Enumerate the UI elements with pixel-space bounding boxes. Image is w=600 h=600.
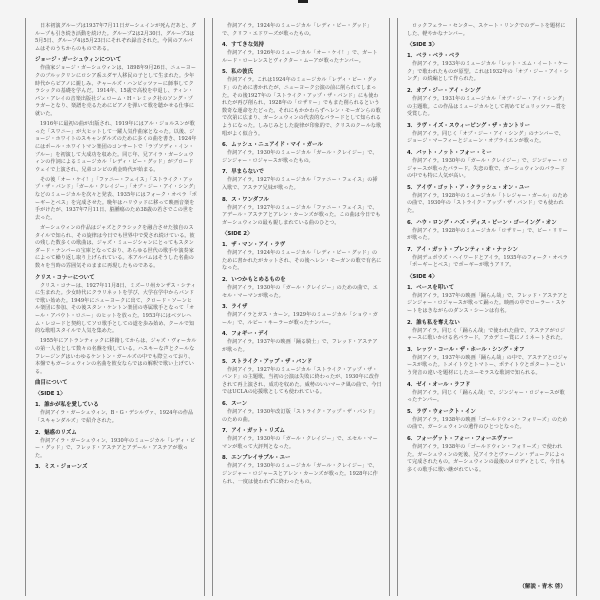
track-heading: 6．スーン xyxy=(222,401,248,407)
track-heading: 1．ザ・マン・アイ・ラヴ xyxy=(222,242,286,249)
body-paragraph: ガーシュウィンの作品はジャズとクラシックを融合させた独自のスタイルで知られ、その旋律は今日でも世界中で愛され続けている。彼の残した数多くの歌曲は、ジャズ・ミュージシャンにとってもスタンダード・ナンバーの宝庫となっており、あらゆる世代の歌手や演奏家によって繰り返し取り上げられている。本アルバムはそうした名曲の数々を当時の雰囲気そのままに再現したものである。 xyxy=(35,225,195,269)
track-heading: 7．早まらないで xyxy=(222,169,264,176)
track-heading: 1．誰かが私を愛している xyxy=(35,402,99,409)
body-paragraph: 作詞アイラ。1938年の「ゴールドウィン・フォリーズ」で使われた。ガーシュウィンの死後、兄アイラとヴァーノン・デュークによって完成されたもの。ガーシュウィンの最後のメロディとして、今日も多くの歌手に歌い継がれている。 xyxy=(407,444,566,473)
body-paragraph: 作詞アイラ。同じく「踊らん哉」で、ジンジャー・ロジャースが歌ったナンバー。 xyxy=(407,389,565,404)
side-label: 〈SIDE 3〉 xyxy=(407,42,438,49)
body-paragraph: 作詞アイラ。1926年のミュージカル「オー・ケイ！」で、ガートルード・ローレンスとヴィクター・ムーアが歌ったナンバー。 xyxy=(222,50,378,64)
body-paragraph: その後「オー・ケイ！」「ファニー・フェイス」「ストライク・アップ・ザ・バンド」「ガール・クレイジー」「オブ・ジー・アイ・シング」などのミュージカルを次々と発表、1935年にはフォーク・オペラ「ポーギーとベス」を完成させた。晩年はハリウッドに移って映画音楽を手がけたが、1937年7月11日、脳腫瘍のため38歳の若さでこの世を去った。 xyxy=(35,176,197,221)
commentary-credit: （解説・青木 啓） xyxy=(519,584,566,590)
text-column-2 xyxy=(212,18,390,596)
top-registration-mark xyxy=(298,0,308,3)
body-paragraph: 作詞アイラ。同じく「踊らん哉」で使われた曲で、アステアがロジャースに歌いかける名バラード。アカデミー賞にノミネートされた。 xyxy=(407,327,566,342)
body-paragraph: 作詞アイラ。1928年のミュージカル「トレジャー・ガール」のための曲で、1930年の「ストライク・アップ・ザ・バンド」でも使われた。 xyxy=(407,192,568,214)
body-paragraph: 作詞アイラ。1937年の映画「踊らん哉」の中で、アステアとロジャースが歌った。トメイトウとトマトー、ポテイトウとポタートーという発音の違いを題材にしたユーモラスな歌詞で知られる。 xyxy=(407,354,568,377)
column-3-content xyxy=(398,18,576,474)
column-2-content xyxy=(213,18,389,486)
track-heading: 7．アイ・ガット・リズム xyxy=(222,428,285,435)
side-label: 〈SIDE 1〉 xyxy=(35,391,66,398)
track-heading: 曲目について xyxy=(35,380,68,387)
track-heading: 5．ストライク・アップ・ザ・バンド xyxy=(222,358,313,365)
body-paragraph: 作詞アイラとガス・カーン。1929年のミュージカル「ショウ・ガール」で、ルビー・キーラーが歌ったナンバー。 xyxy=(222,312,378,326)
track-heading: 5．ラヴ・ウォークト・イン xyxy=(407,408,476,415)
track-heading: 4．ゼイ・オール・ラフド xyxy=(407,381,471,388)
track-heading: 3．ライザ xyxy=(222,304,248,311)
text-column-3 xyxy=(397,18,577,596)
body-paragraph: 作詞アイラ。1930年の「ガール・クレイジー」で、ジンジャー・ロジャースが歌ったバラード。失恋の歌で、ガーシュウィンのバラードの中でも特に人気が高い。 xyxy=(407,157,568,180)
body-paragraph: 作詞アイラ。これは1924年のミュージカル「レディ・ビー・グッド」のために書かれたが、ニューヨーク公演の前に削られてしまった。その後1927年の「ストライク・アップ・ザ・バンド」にも使われたが再び削られ、1928年の「ロザリー」でもまた削られるという数奇な運命をたどった。それにもかかわらずヘレン・モーガンらの歌で次第に広まり、ガーシュウィンの代表的なバラードとして知られるようになった。しみじみとした旋律が印象的で、クリスのクールな歌唱がよく似合う。 xyxy=(222,77,382,137)
body-paragraph: 作詞アイラ。1924年のミュージカル「レディ・ビー・グッド」のために書かれたがカットされ、その後ヘレン・モーガンの歌で有名になった。 xyxy=(222,250,382,272)
track-heading: 7．アイ・ガット・プレンティ・オ・ナッシン xyxy=(407,246,518,253)
column-1-content xyxy=(26,18,204,471)
body-paragraph: クリス・コナーは、1927年11月8日、ミズーリ州カンザス・シティに生まれた。少女時代にクラリネットを学び、大学在学中からバンドで歌い始めた。1949年にニューヨークに出て、クロード・ソーンヒル楽団に参加、その後スタン・ケントン楽団の専属歌手となって「オール・アバウト・ロニー」のヒットを放った。1953年にはベツレヘム・レコードと契約してソロ歌手としての道を歩み始め、クールで知的な歌唱スタイルで人気を集めた。 xyxy=(35,282,196,335)
track-heading: 3．ラヴ・イズ・スウィーピング・ザ・カントリー xyxy=(407,122,531,129)
body-paragraph: 作曲家ジョージ・ガーシュウィンは、1898年9月26日、ニューヨークのブルックリンにロシア系ユダヤ人移民の子として生まれた。少年時代からピアノに親しみ、チャールズ・ハンビッツァーに師事してクラシックの基礎を学んだ。1914年、15歳で高校を中退し、ティン・パン・アレイの音楽出版社ジェローム・H・レミック社のソング・プラガーとなり、楽譜を売るためにピアノを弾いて歌を聴かせる仕事に就いた。 xyxy=(35,65,197,117)
body-paragraph: 作詞アイラ。1930年の「ガール・クレイジー」で、エセル・マーマンが歌って大評判となった。 xyxy=(222,436,378,450)
body-paragraph: 作詞アイラ。1928年のミュージカル「ロザリー」で、ビー・リリーが歌った。 xyxy=(407,227,568,242)
body-paragraph: ロックフェラー・センター、スケート・リンクでのデートを題材にした、軽やかなナンバー。 xyxy=(407,23,566,37)
body-paragraph: 作詞アイラ。1933年のミュージカル「レット・エム・イート・ケーク」で歌われたものが原型。これは1932年の「オブ・ジー・アイ・シング」の続編として作られた。 xyxy=(407,61,569,83)
track-heading: 5．私の彼氏 xyxy=(222,69,254,76)
track-heading: 6．ムッシュ・ニュアイド・マイ・ガール xyxy=(222,142,323,149)
body-paragraph: 作詞アイラ。1938年の映画「ゴールドウィン・フォリーズ」のための曲で、ガーシュウィンの遺作のひとつとなった。 xyxy=(407,416,568,431)
track-heading: 6．フォーゲット・フォー・フォーエヴァー xyxy=(407,436,514,442)
body-paragraph: 1916年に最初の曲が出版され、1919年にはアル・ジョルスンが歌った「スワニー」が大ヒットして一躍人気作曲家となった。以後、ジョージ・ホワイトのスキャンダルズのために多くの曲を書き、1924年にはポール・ホワイトマン楽団のコンサートで「ラプソディ・イン・ブルー」を初演して大成功を収めた。同じ年、兄アイラ・ガーシュウィンの作詞によるミュージカル「レディ・ビー・グッド」がブロードウェイで上演され、兄弟コンビの黄金時代が始まる。 xyxy=(35,121,197,173)
body-paragraph: 作詞デュボウズ・ヘイワードとアイラ。1935年のフォーク・オペラ「ポーギーとベス」でポーギーが歌うアリア。 xyxy=(407,254,568,269)
body-paragraph: 作詞アイラ。1927年のミュージカル「ファニー・フェイス」の挿入歌で、アステア兄妹が歌った。 xyxy=(222,177,378,191)
side-label: 〈SIDE 2〉 xyxy=(222,231,253,238)
body-paragraph: 作詞アイラ。1930年のミュージカル「ガール・クレイジー」で、ジンジャー・ロジャースが歌ったもの。 xyxy=(222,150,378,164)
track-heading: 2．魅惑のリズム xyxy=(35,429,77,436)
side-label: 〈SIDE 4〉 xyxy=(407,273,438,280)
body-paragraph: 日本初演グループは1937年7月11日ガーシュインが死んだあと、グループも引き続き活動を続けた。グループ2は2月30日、グループ3は5月5日、グループ4は5月23日にそれぞれ録音された。今回のアルバムはそのうちからのものである。 xyxy=(35,23,197,52)
track-heading: 1．ベースを叩いて xyxy=(407,284,455,291)
body-paragraph: 作詞アイラ。同じく「オブ・ジー・アイ・シング」のナンバーで、ジョージ・マーフィーとジューン・オブライエンが歌った。 xyxy=(407,130,564,145)
track-heading: 2．オブ・ジー・アイ・シング xyxy=(407,87,481,94)
body-paragraph: 作詞アイラ。1924年のミュージカル「レディ・ビー・グッド」で、クリフ・エドワーズが歌ったもの。 xyxy=(222,23,372,37)
body-paragraph: 作詞アイラ。1927年のミュージカル「ファニー・フェイス」で、アデール・アステアとアレン・カーンズが歌った。この曲は今日でもガーシュウィンの最も親しまれている曲のひとつ。 xyxy=(222,204,381,226)
track-heading: 2．いつかもとめるものを xyxy=(222,277,286,284)
body-paragraph: 1955年にアトランティックに移籍してからは、ジャズ・ヴォーカルの第一人者として数々の名盤を残している。ハスキーな声とクールなフレージングはいわゆるケントン・ガールズの中でも際立っており、本盤でもガーシュウィンの名曲を彼女ならではの解釈で歌い上げている。 xyxy=(35,338,197,375)
body-paragraph: 作詞アイラ。1937年の映画「踊る騎士」で、フレッド・アステアが歌った。 xyxy=(222,339,378,354)
body-paragraph: 作詞アイラ・ガーシュウィン、B・G・デシルヴァ、1924年の作品「スキャンダルズ」で紹介された。 xyxy=(35,410,194,424)
body-paragraph: 作詞アイラ。1930年のミュージカル「ガール・クレイジー」で、ジンジャー・ロジャースとアレン・カーンズが歌った。1928年に作られ、一度は使われずに終わったもの。 xyxy=(222,463,378,485)
body-paragraph: 作詞アイラ。1930年改訂版「ストライク・アップ・ザ・バンド」のための曲。 xyxy=(222,409,378,423)
track-heading: クリス・コナーについて xyxy=(35,274,95,281)
track-heading: 1．ベラ・ベラ・ベラ xyxy=(407,53,460,60)
track-heading: 3．レッツ・コール・ザ・ホール・シング・オフ xyxy=(407,346,525,353)
track-heading: 6．ハウ・ロング・ハズ・ディス・ビーン・ゴーイング・オン xyxy=(407,219,557,226)
body-paragraph: 作詞アイラ。1930年の「ガール・クレイジー」のための曲で、エセル・マーマンが歌った。 xyxy=(222,285,378,299)
track-heading: 8．ス・ワンダフル xyxy=(222,196,269,203)
text-column-1 xyxy=(25,18,205,596)
body-paragraph: 作詞アイラ。1931年のミュージカル「オブ・ジー・アイ・シング」の主題歌。この作品はミュージカルとして初めてピュリッツァー賞を受賞した。 xyxy=(407,95,568,118)
track-heading: 4．すてきな気持 xyxy=(222,42,265,49)
body-paragraph: 作詞アイラ・ガーシュウィン、1930年のミュージカル「レディ・ビー・グッド」で、フレッド・アステアとアデール・アステアが歌った。 xyxy=(35,437,196,459)
track-heading: 3．ミス・ジョーンズ xyxy=(35,464,88,471)
track-heading: 5．アイヴ・ゴット・ア・クラッシュ・オン・ユー xyxy=(407,184,530,191)
track-heading: ジョージ・ガーシュウィンについて xyxy=(35,57,122,64)
track-heading: 4．フォギー・デイ xyxy=(222,331,269,338)
body-paragraph: 作詞アイラ。1937年の映画「踊らん哉」で、フレッド・アステアとジンジャー・ロジャースが歌って踊った。映画の中でローラー・スケートをはきながらのダンス・シーンは有名。 xyxy=(407,292,568,315)
track-heading: 4．バット・ノット・フォー・ミー xyxy=(407,149,492,156)
track-heading: 8．エンブレイサブル・ユー xyxy=(222,455,291,462)
track-heading: 2．誰も私を奪えない xyxy=(407,319,460,326)
body-paragraph: 作詞アイラ。1927年のミュージカル「ストライク・アップ・ザ・バンド」の主題歌。当初の公演は失敗に終わったが、1930年に改作されて再上演され、成功を収めた。威勢のいいマーチ風の曲で、今日ではUCLAの応援歌としても使われている。 xyxy=(222,366,382,396)
